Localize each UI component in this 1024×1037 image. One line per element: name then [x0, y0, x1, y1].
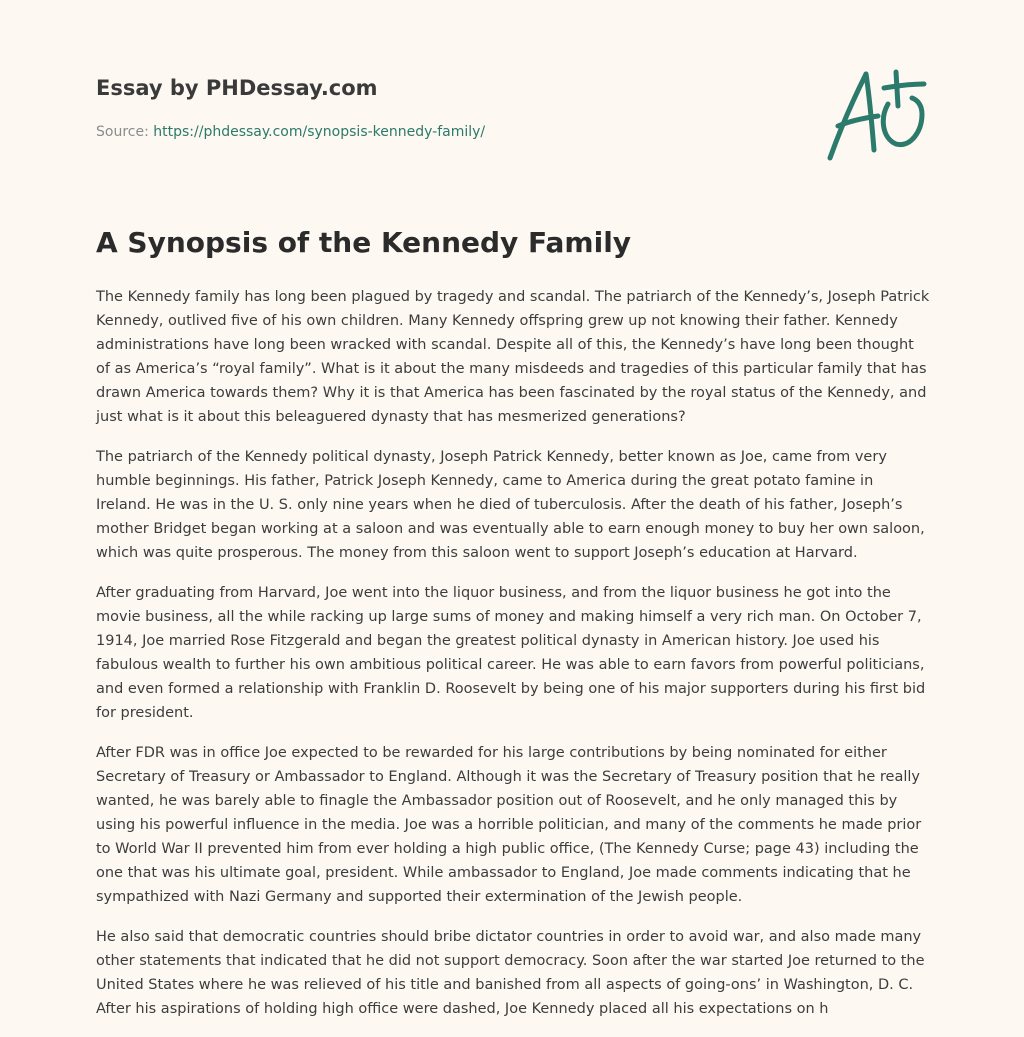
essay-body — [96, 285, 932, 1037]
source-link[interactable]: https://phdessay.com/synopsis-kennedy-family/ — [153, 124, 486, 140]
a-plus-grade-icon — [824, 66, 928, 166]
source-label: Source: — [96, 124, 149, 140]
essay-paragraph: After FDR was in office Joe expected to be rewarded for his large contributions by being nominated for either Secretary of Treasury or Ambassador to England. Although it was the Secretary of Treasury position that he really wanted, he was barely able to finagle the Ambassador position out of Roosevelt, and he only managed this by using his powerful influence in the media. Joe was a horrible politician, and many of the comments he made prior to World War II prevented him from ever holding a high public office, (The Kennedy Curse; page 43) including the one that was his ultimate goal, president. While ambassador to England, Joe made comments indicating that he sympathized with Nazi Germany and supported their extermination of the Jewish people. — [96, 745, 922, 905]
essay-paragraph: The patriarch of the Kennedy political dynasty, Joseph Patrick Kennedy, better known as Joe, came from very humble beginnings. His father, Patrick Joseph Kennedy, came to America during the great potato famine in Ireland. He was in the U. S. only nine years when he died of tuberculosis. After the death of his father, Joseph’s mother Bridget began working at a saloon and was eventually able to earn enough money to buy her own saloon, which was quite prosperous. The money from this saloon went to support Joseph’s education at Harvard. — [96, 449, 925, 561]
essay-title: A Synopsis of the Kennedy Family — [96, 226, 632, 259]
essay-paragraph: The Kennedy family has long been plagued by tragedy and scandal. The patriarch of the Kennedy’s, Joseph Patrick Kennedy, outlived five of his own children. Many Kennedy offspring grew up not knowing their father. Kennedy administrations have long been wracked with scandal. Despite all of this, the Kennedy’s have long been thought of as America’s “royal family”. What is it about the many misdeeds and tragedies of this particular family that has drawn America towards them? Why it is that America has been fascinated by the royal status of the Kennedy, and just what is it about this beleaguered dynasty that has mesmerized generations? — [96, 289, 930, 425]
source-line — [96, 124, 485, 140]
essay-paragraph: After graduating from Harvard, Joe went into the liquor business, and from the liquor business he got into the movie business, all the while racking up large sums of money and making himself a very rich man. On October 7, 1914, Joe married Rose Fitzgerald and began the greatest political dynasty in American history. Joe used his fabulous wealth to further his own ambitious political career. He was able to earn favors from powerful politicians, and even formed a relationship with Franklin D. Roosevelt by being one of his major supporters during his first bid for president. — [96, 585, 926, 721]
essay-paragraph: He also said that democratic countries should bribe dictator countries in order to avoid war, and also made many other statements that indicated that he did not support democracy. Soon after the war started Joe returned to the United States where he was relieved of his title and banished from all aspects of going-ons’ in Washington, D. C. After his aspirations of holding high office were dashed, Joe Kennedy placed all his expectations on h — [96, 929, 925, 1017]
site-title: Essay by PHDessay.com — [96, 76, 378, 100]
